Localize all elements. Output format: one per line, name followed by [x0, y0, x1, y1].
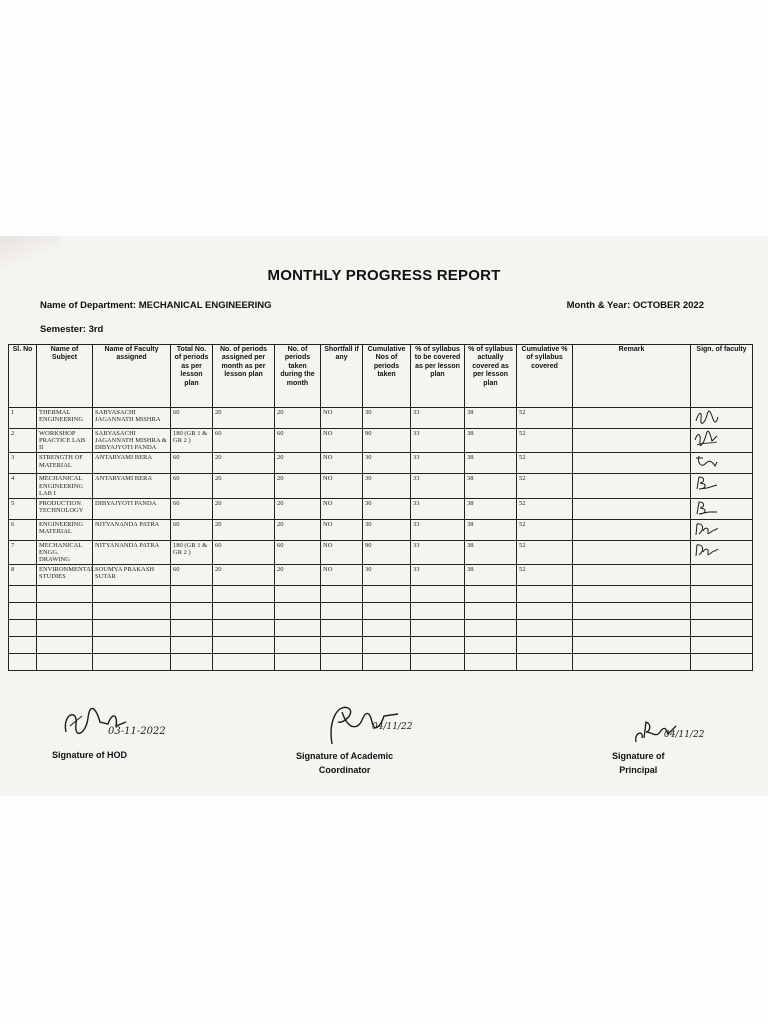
- cell-sl: 1: [9, 408, 37, 429]
- cell-sign: [691, 565, 753, 586]
- cell-pct-actual: 38: [465, 565, 517, 586]
- hod-date: 03-11-2022: [108, 726, 166, 737]
- cell-subject: ENGINEERING MATERIAL: [37, 519, 93, 540]
- empty-row: [9, 637, 753, 654]
- cell-pct-actual: 38: [465, 453, 517, 474]
- header-pct-actual: % of syllabus actually covered as per lesson plan: [465, 345, 517, 408]
- cell-sign: [691, 519, 753, 540]
- cell-sl: 5: [9, 498, 37, 519]
- header-cumulative: Cumulative Nos of periods taken: [363, 345, 411, 408]
- cell-total: 60: [171, 519, 213, 540]
- cell-remark: [573, 453, 691, 474]
- cell-cumulative: 30: [363, 565, 411, 586]
- cell-cum-pct: 52: [517, 540, 573, 564]
- cell-faculty: SABYASACHI JAGANNATH MISHRA & DIBYAJYOTI PANDA: [93, 429, 171, 453]
- cell-pct-cover: 33: [411, 498, 465, 519]
- cell-sl: 4: [9, 474, 37, 498]
- cell-pct-actual: 38: [465, 408, 517, 429]
- cell-shortfall: NO: [321, 565, 363, 586]
- cell-remark: [573, 540, 691, 564]
- table-row: [9, 453, 753, 474]
- header-pct-cover: % of syllabus to be covered as per lesson plan: [411, 345, 465, 408]
- cell-total: 60: [171, 498, 213, 519]
- cell-remark: [573, 474, 691, 498]
- cell-faculty: ANTARYAMI BERA: [93, 453, 171, 474]
- faculty-signature-icon: [693, 475, 719, 491]
- signature-area: [0, 700, 768, 800]
- cell-pct-cover: 33: [411, 540, 465, 564]
- cell-shortfall: NO: [321, 429, 363, 453]
- cell-sl: 6: [9, 519, 37, 540]
- academic-label-line2: Coordinator: [318, 764, 371, 775]
- cell-pct-actual: 38: [465, 474, 517, 498]
- progress-table: [8, 344, 753, 671]
- cell-subject: ENVIRONMENTAL STUDIES: [37, 565, 93, 586]
- cell-subject: THERMAL ENGINEERING: [37, 408, 93, 429]
- cell-cum-pct: 52: [517, 429, 573, 453]
- cell-assigned: 20: [213, 519, 275, 540]
- cell-assigned: 20: [213, 474, 275, 498]
- table-row: [9, 540, 753, 564]
- header-taken: No. of periods taken during the month: [275, 345, 321, 408]
- cell-remark: [573, 408, 691, 429]
- cell-pct-cover: 33: [411, 453, 465, 474]
- cell-assigned: 60: [213, 429, 275, 453]
- faculty-signature-icon: [693, 409, 719, 425]
- faculty-signature-icon: [693, 542, 719, 558]
- empty-row: [9, 654, 753, 671]
- empty-row: [9, 620, 753, 637]
- cell-assigned: 20: [213, 498, 275, 519]
- cell-remark: [573, 565, 691, 586]
- cell-pct-actual: 38: [465, 519, 517, 540]
- faculty-signature-icon: [693, 430, 719, 446]
- table-row: [9, 565, 753, 586]
- cell-sign: [691, 498, 753, 519]
- header-sign: Sign. of faculty: [691, 345, 753, 408]
- header-sl: Sl. No: [9, 345, 37, 408]
- cell-sl: 3: [9, 453, 37, 474]
- semester-label: Semester: 3rd: [40, 324, 104, 335]
- cell-shortfall: NO: [321, 408, 363, 429]
- cell-total: 60: [171, 565, 213, 586]
- cell-shortfall: NO: [321, 498, 363, 519]
- cell-sl: 7: [9, 540, 37, 564]
- table-row: [9, 429, 753, 453]
- cell-faculty: ANTARYAMI BERA: [93, 474, 171, 498]
- header-remark: Remark: [573, 345, 691, 408]
- cell-cumulative: 30: [363, 453, 411, 474]
- principal-label-line1: Signature of: [612, 751, 665, 761]
- header-faculty: Name of Faculty assigned: [93, 345, 171, 408]
- cell-pct-actual: 38: [465, 540, 517, 564]
- cell-pct-actual: 38: [465, 429, 517, 453]
- cell-taken: 60: [275, 540, 321, 564]
- cell-shortfall: NO: [321, 453, 363, 474]
- cell-cum-pct: 52: [517, 453, 573, 474]
- cell-pct-cover: 33: [411, 408, 465, 429]
- cell-total: 180 (GR 1 & GR 2 ): [171, 429, 213, 453]
- cell-cumulative: 90: [363, 540, 411, 564]
- cell-sign: [691, 474, 753, 498]
- empty-row: [9, 586, 753, 603]
- cell-subject: STRENGTH OF MATERIAL: [37, 453, 93, 474]
- cell-subject: MECHANICAL ENGG. DRAWING: [37, 540, 93, 564]
- cell-sign: [691, 453, 753, 474]
- cell-cumulative: 30: [363, 519, 411, 540]
- cell-cum-pct: 52: [517, 519, 573, 540]
- cell-remark: [573, 429, 691, 453]
- cell-shortfall: NO: [321, 474, 363, 498]
- cell-assigned: 20: [213, 565, 275, 586]
- header-shortfall: Shortfall if any: [321, 345, 363, 408]
- cell-faculty: NITYANANDA PATRA: [93, 540, 171, 564]
- cell-faculty: SABYASACHI JAGANNATH MISHRA: [93, 408, 171, 429]
- header-cum-pct: Cumulative % of syllabus covered: [517, 345, 573, 408]
- cell-faculty: NITYANANDA PATRA: [93, 519, 171, 540]
- principal-signature-label: [612, 750, 665, 777]
- cell-taken: 20: [275, 565, 321, 586]
- cell-cumulative: 30: [363, 408, 411, 429]
- principal-date: 04/11/22: [664, 730, 705, 740]
- cell-cumulative: 90: [363, 429, 411, 453]
- cell-sl: 2: [9, 429, 37, 453]
- cell-cum-pct: 52: [517, 565, 573, 586]
- cell-cum-pct: 52: [517, 498, 573, 519]
- cell-pct-cover: 33: [411, 429, 465, 453]
- cell-subject: PRODUCTION TECHNOLOGY: [37, 498, 93, 519]
- cell-remark: [573, 519, 691, 540]
- hod-signature-label: Signature of HOD: [52, 750, 128, 760]
- cell-taken: 20: [275, 519, 321, 540]
- cell-cumulative: 30: [363, 498, 411, 519]
- cell-faculty: SOUMYA PRAKASH SUTAR: [93, 565, 171, 586]
- cell-cum-pct: 52: [517, 408, 573, 429]
- cell-taken: 20: [275, 498, 321, 519]
- cell-sign: [691, 540, 753, 564]
- cell-assigned: 20: [213, 453, 275, 474]
- cell-total: 60: [171, 474, 213, 498]
- header-total: Total No. of periods as per lesson plan: [171, 345, 213, 408]
- cell-total: 60: [171, 453, 213, 474]
- table-row: [9, 498, 753, 519]
- cell-taken: 20: [275, 453, 321, 474]
- cell-taken: 60: [275, 429, 321, 453]
- table-row: [9, 474, 753, 498]
- header-subject: Name of Subject: [37, 345, 93, 408]
- cell-assigned: 60: [213, 540, 275, 564]
- faculty-signature-icon: [693, 500, 719, 516]
- cell-pct-cover: 33: [411, 474, 465, 498]
- academic-date: 04/11/22: [372, 722, 413, 732]
- cell-remark: [573, 498, 691, 519]
- cell-total: 180 (GR 1 & GR 2 ): [171, 540, 213, 564]
- table-row: [9, 519, 753, 540]
- cell-pct-cover: 33: [411, 565, 465, 586]
- academic-label-line1: Signature of Academic: [296, 751, 394, 761]
- cell-subject: WORKSHOP PRACTICE LAB II: [37, 429, 93, 453]
- header-assigned: No. of periods assigned per month as per lesson plan: [213, 345, 275, 408]
- faculty-signature-icon: [693, 454, 719, 470]
- cell-pct-actual: 38: [465, 498, 517, 519]
- faculty-signature-icon: [693, 521, 719, 537]
- cell-shortfall: NO: [321, 519, 363, 540]
- cell-cumulative: 30: [363, 474, 411, 498]
- cell-sl: 8: [9, 565, 37, 586]
- cell-taken: 20: [275, 408, 321, 429]
- cell-subject: MECHANICAL ENGINEERING LAB I: [37, 474, 93, 498]
- table-row: [9, 408, 753, 429]
- cell-total: 60: [171, 408, 213, 429]
- cell-sign: [691, 408, 753, 429]
- table-header-row: [9, 345, 753, 408]
- principal-label-line2: Principal: [619, 764, 658, 775]
- cell-sign: [691, 429, 753, 453]
- month-year-label: Month & Year: OCTOBER 2022: [566, 300, 704, 311]
- cell-shortfall: NO: [321, 540, 363, 564]
- cell-pct-cover: 33: [411, 519, 465, 540]
- department-label: Name of Department: MECHANICAL ENGINEERING: [40, 300, 272, 311]
- cell-assigned: 20: [213, 408, 275, 429]
- report-title: MONTHLY PROGRESS REPORT: [267, 267, 501, 284]
- empty-row: [9, 603, 753, 620]
- cell-taken: 20: [275, 474, 321, 498]
- cell-cum-pct: 52: [517, 474, 573, 498]
- academic-signature-label: [296, 750, 393, 777]
- cell-faculty: DIBYAJYOTI PANDA: [93, 498, 171, 519]
